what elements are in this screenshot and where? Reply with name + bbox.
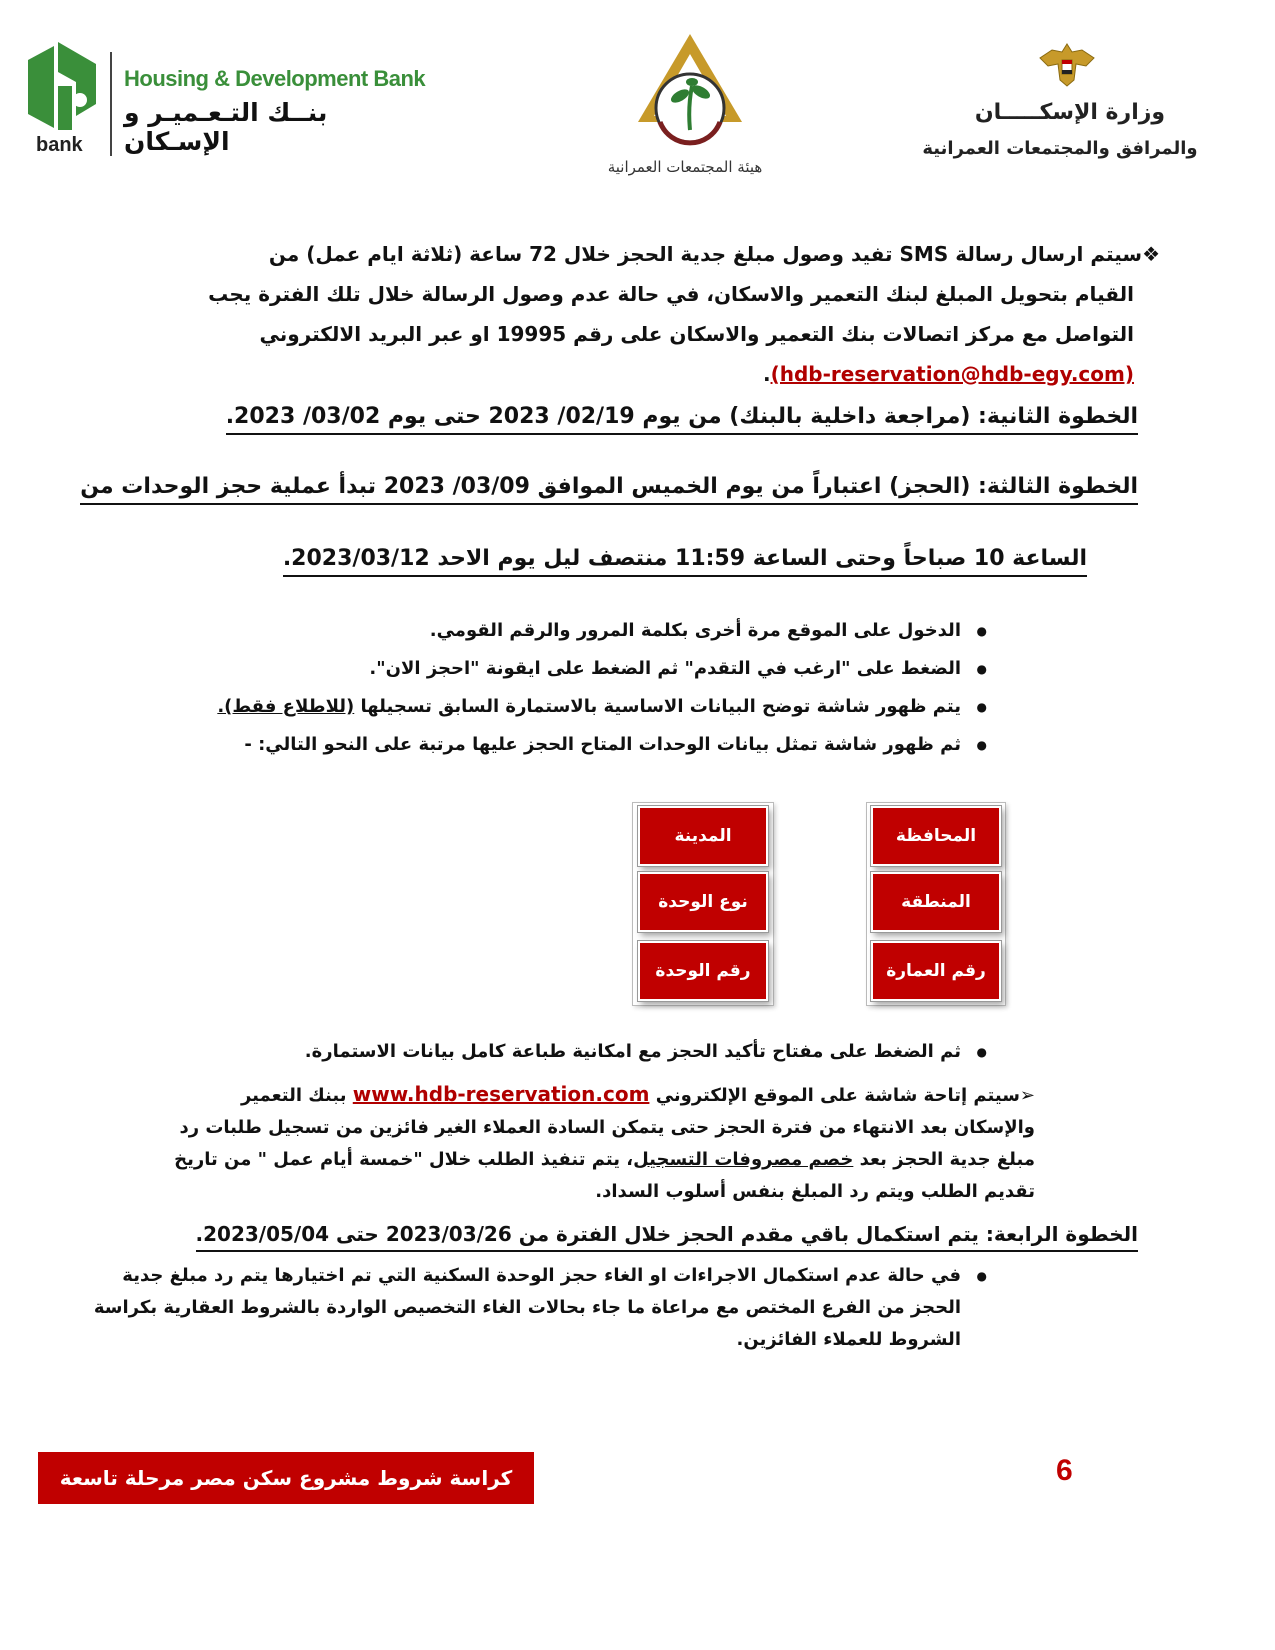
hdb-logo xyxy=(28,42,98,154)
step-two xyxy=(138,404,1138,435)
refund-line-4: تقديم الطلب ويتم رد المبلغ بنفس أسلوب السداد. xyxy=(595,1181,1035,1202)
list-item: ● في حالة عدم استكمال الاجراءات او الغاء حجز الوحدة السكنية التي تم اختيارها يتم رد مبلغ جدية الحجز من الفرع المختص مع مراعاة ما جاء بحالات الغاء التخصيص الواردة بالشروط العقارية بكراسة الشروط للعملاء الفائزين. xyxy=(87,1260,987,1356)
list-item: ● الدخول على الموقع مرة أخرى بكلمة المرور والرقم القومي. xyxy=(87,612,987,650)
refund-paragraph xyxy=(35,1078,1035,1208)
city-button[interactable]: المدينة xyxy=(638,806,768,866)
fees-deduction-note: خصم مصروفات التسجيل xyxy=(633,1149,854,1170)
sms-line-4: (hdb-reservation@hdb-egy.com). xyxy=(762,362,1134,386)
nuca-caption: هيئة المجتمعات العمرانية xyxy=(607,158,763,176)
eagle-emblem-icon xyxy=(1036,40,1098,90)
page-number: 6 xyxy=(1056,1454,1073,1487)
sms-line-1: ❖سيتم ارسال رسالة SMS تفيد وصول مبلغ جدية الحجز خلال 72 ساعة (ثلاثة ايام عمل) من xyxy=(268,242,1160,266)
list-item: ● ثم الضغط على مفتاح تأكيد الحجز مع امكانية طباعة كامل بيانات الاستمارة. xyxy=(87,1034,987,1070)
region-button[interactable]: المنطقة xyxy=(871,872,1001,932)
step-four: الخطوة الرابعة: يتم استكمال باقي مقدم الحجز خلال الفترة من 2023/03/26 حتى 2023/05/04. xyxy=(138,1222,1138,1252)
refund-line-2: والإسكان بعد الانتهاء من فترة الحجز حتى يتمكن السادة العملاء الغير فائزين من تسجيل طلبات رد xyxy=(179,1117,1035,1138)
sms-line-2: القيام بتحويل المبلغ لبنك التعمير والاسكان، في حالة عدم وصول الرسالة خلال تلك الفترة يجب xyxy=(208,282,1134,306)
unit-type-button[interactable]: نوع الوحدة xyxy=(638,872,768,932)
cancellation-list xyxy=(87,1260,987,1356)
footer-title: كراسة شروط مشروع سكن مصر مرحلة تاسعة xyxy=(38,1452,534,1504)
ministry-title: وزارة الإسكـــــان xyxy=(974,100,1166,125)
nuca-emblem-icon xyxy=(630,30,750,150)
reservation-site-link[interactable]: www.hdb-reservation.com xyxy=(352,1082,650,1106)
hdb-logo-mark-icon xyxy=(28,42,96,142)
nuca-logo xyxy=(630,30,750,150)
reservation-steps-list xyxy=(87,612,987,764)
refund-line-3: مبلغ جدية الحجز بعد خصم مصروفات التسجيل، يتم تنفيذ الطلب خلال "خمسة أيام عمل " من تاريخ xyxy=(174,1149,1035,1170)
email-link[interactable]: (hdb-reservation@hdb-egy.com) xyxy=(770,362,1134,386)
list-item: ● ثم ظهور شاشة تمثل بيانات الوحدات المتاح الحجز عليها مرتبة على النحو التالي: - xyxy=(87,726,987,764)
governorate-button[interactable]: المحافظة xyxy=(871,806,1001,866)
list-item: ● الضغط على "ارغب في التقدم" ثم الضغط على ايقونة "احجز الان". xyxy=(87,650,987,688)
list-item: ● يتم ظهور شاشة توضح البيانات الاساسية بالاستمارة السابق تسجيلها (للاطلاع فقط). xyxy=(87,688,987,726)
confirm-list xyxy=(87,1034,987,1070)
ministry-subtitle: والمرافق والمجتمعات العمرانية xyxy=(922,138,1198,159)
hdb-bank-word: bank xyxy=(36,134,83,156)
building-number-button[interactable]: رقم العمارة xyxy=(871,941,1001,1001)
logo-separator xyxy=(110,52,112,156)
step-two-text: الخطوة الثانية: (مراجعة داخلية بالبنك) من يوم 02/19/ 2023 حتى يوم 03/02/ 2023. xyxy=(226,404,1138,435)
diamond-bullet-icon: ❖ xyxy=(1142,242,1160,266)
bank-name-arabic: بنــك التـعـميـر و الإسـكان xyxy=(124,98,328,156)
arrow-bullet-icon: ➢ xyxy=(1019,1085,1035,1106)
step-three-line-2: الساعة 10 صباحاً وحتى الساعة 11:59 منتصف ليل يوم الاحد 2023/03/12. xyxy=(87,546,1087,577)
refund-line-1: ➢سيتم إتاحة شاشة على الموقع الإلكتروني www.hdb-reservation.com ببنك التعمير xyxy=(240,1082,1035,1106)
sms-paragraph xyxy=(160,234,1160,394)
step-three-line-1: الخطوة الثالثة: (الحجز) اعتباراً من يوم الخميس الموافق 03/09/ 2023 تبدأ عملية حجز الوحدات من xyxy=(138,474,1138,505)
unit-number-button[interactable]: رقم الوحدة xyxy=(638,941,768,1001)
sms-line-3: التواصل مع مركز اتصالات بنك التعمير والاسكان على رقم 19995 او عبر البريد الالكتروني xyxy=(259,322,1134,346)
view-only-note: (للاطلاع فقط). xyxy=(217,696,355,717)
bank-name-english: Housing & Development Bank xyxy=(124,66,426,91)
